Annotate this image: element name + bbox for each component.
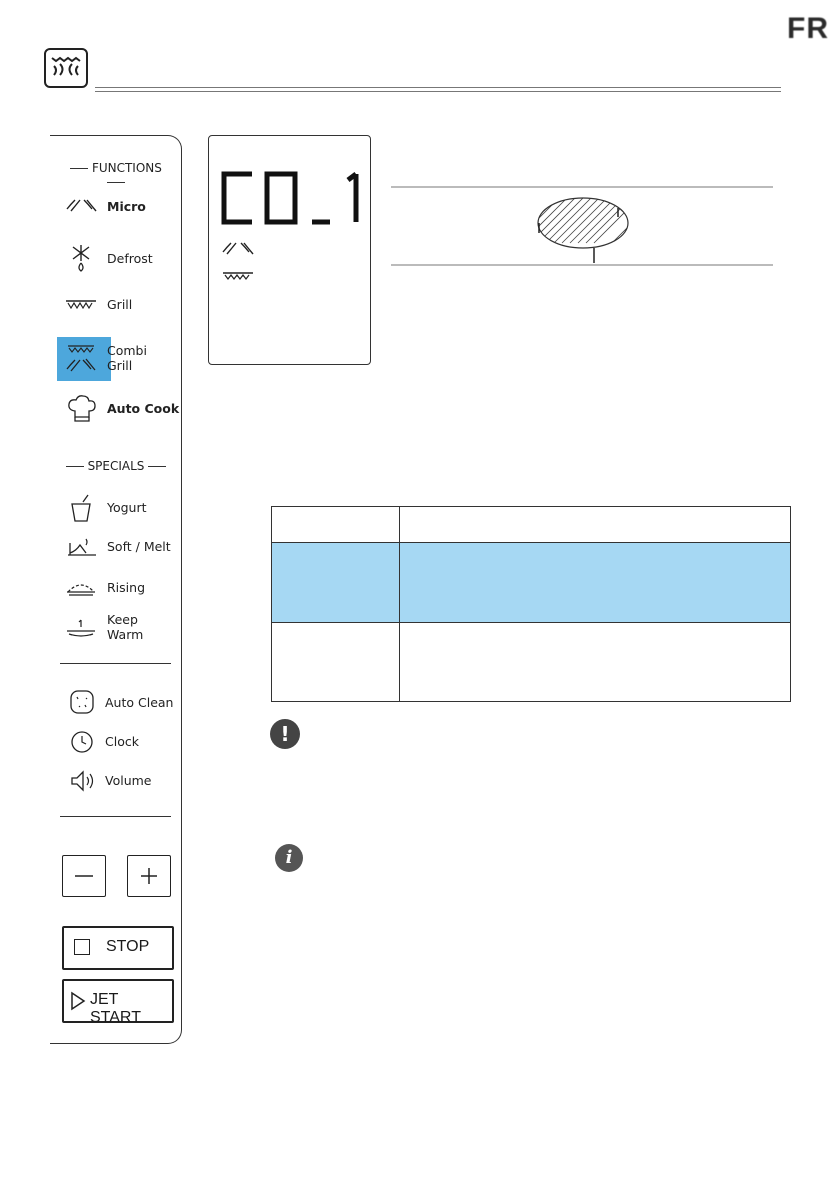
special-label: Keep Warm [107,612,144,642]
minus-button[interactable] [62,855,106,897]
info-table [271,506,791,702]
special-label: Yogurt [107,500,147,515]
play-icon [70,991,86,1011]
plus-icon [128,856,170,896]
functions-heading: FUNCTIONS [60,161,172,189]
function-defrost-button[interactable] [60,243,180,283]
table-row-highlighted [272,542,790,622]
function-micro-button[interactable] [60,193,180,233]
function-label: Combi Grill [107,343,147,373]
jet-start-label: JET START [90,991,141,1026]
soft-melt-icon [64,533,98,563]
jet-start-button[interactable] [62,979,174,1026]
rack-rule-top [391,186,773,188]
function-combi-grill-button[interactable] [60,341,180,381]
function-label: Defrost [107,251,153,266]
microwave-icon [64,195,98,225]
warning-icon: ! [270,719,300,749]
utility-label: Volume [105,773,152,788]
footer-blurred-text [82,1066,192,1074]
function-grill-button[interactable] [60,293,180,333]
function-label: Micro [107,199,146,214]
auto-clean-icon [64,688,98,718]
lcd-display [208,135,371,365]
volume-button[interactable] [60,766,180,806]
table-column-border [399,507,400,701]
display-grill-icon [223,273,253,279]
special-label: Rising [107,580,146,595]
keep-warm-icon [64,616,98,646]
panel-divider [60,816,171,817]
combi-grill-icon [64,343,98,373]
chef-hat-icon [64,393,98,423]
grill-rack-illustration [530,193,636,265]
specials-heading: SPECIALS [60,459,172,473]
clock-button[interactable] [60,727,180,767]
stop-label: STOP [106,938,150,955]
header-rule [95,87,781,92]
special-keep-warm-button[interactable] [60,612,180,652]
rising-dough-icon [64,575,98,605]
panel-divider [60,663,171,664]
utility-label: Clock [105,734,139,749]
table-row-border [272,622,790,623]
special-yogurt-button[interactable] [60,494,180,534]
speaker-icon [64,767,98,797]
display-code-readout [224,174,356,222]
display-micro-icon [223,243,253,254]
defrost-icon [64,243,98,273]
function-auto-cook-button[interactable] [60,393,180,433]
utility-label: Auto Clean [105,695,174,710]
special-label: Soft / Melt [107,539,171,554]
special-rising-button[interactable] [60,575,180,615]
special-soft-melt-button[interactable] [60,533,180,573]
grill-icon [64,297,98,327]
plus-button[interactable] [127,855,171,897]
microwave-mode-icon [44,48,88,88]
stop-icon [74,939,90,955]
function-label: Grill [107,297,133,312]
table-row-border [272,542,790,543]
yogurt-icon [64,494,98,524]
stop-button[interactable] [62,926,174,970]
auto-clean-button[interactable] [60,688,180,728]
function-label: Auto Cook [107,401,180,416]
clock-icon [64,728,98,758]
info-icon: i [275,844,303,872]
minus-icon [63,856,105,896]
language-tag: FR [787,12,829,45]
